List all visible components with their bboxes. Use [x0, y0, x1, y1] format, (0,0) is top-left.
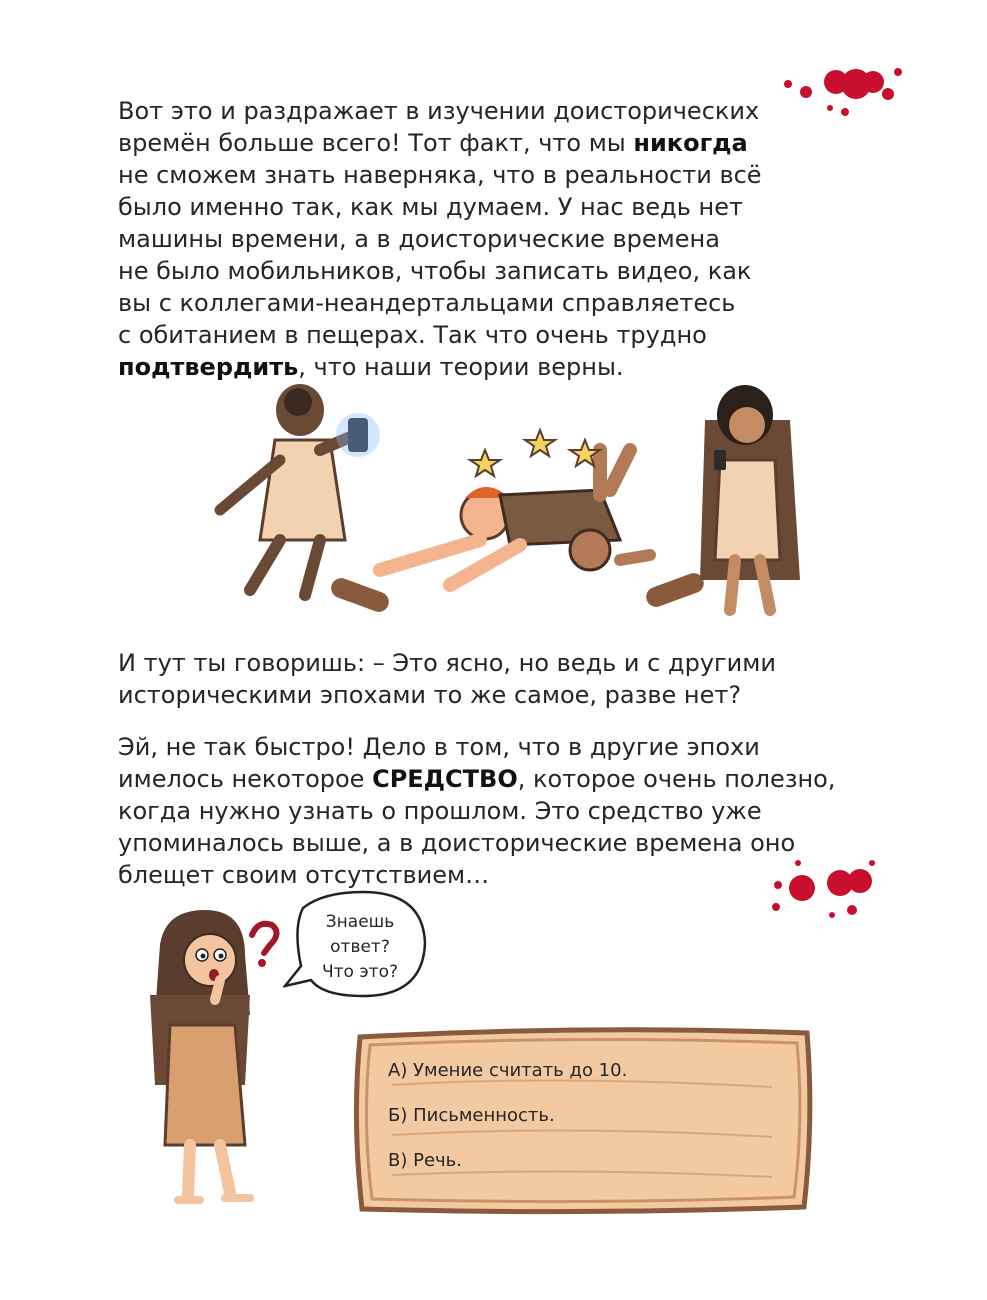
paragraph-text: , которое очень полезно,: [517, 765, 836, 793]
paragraph-line: историческими эпохами то же самое, разве нет?: [118, 681, 742, 709]
bubble-line: ответ?: [330, 937, 390, 957]
answer-options: [388, 1060, 788, 1195]
paragraph-line: [118, 127, 798, 159]
paragraph-line: блещет своим отсутствием…: [118, 861, 490, 889]
paragraph-line: машины времени, а в доисторические времена: [118, 225, 720, 253]
emphasis-word: СРЕДСТВО: [372, 765, 518, 793]
question-paragraph: [118, 647, 838, 711]
paragraph-line: когда нужно узнать о прошлом. Это средство уже: [118, 797, 762, 825]
laughing-woman-figure: [700, 385, 800, 610]
dizzy-stars-icon: [470, 430, 600, 476]
thinking-girl-illustration: [140, 905, 300, 1215]
emphasis-word: подтвердить: [118, 353, 299, 381]
paragraph-text: времён больше всего! Тот факт, что мы: [118, 129, 634, 157]
cavemen-scene-illustration: [180, 380, 830, 625]
paragraph-text: , что наши теории верны.: [298, 353, 624, 381]
paragraph-line: не сможем знать наверняка, что в реальности всё: [118, 161, 762, 189]
answer-paragraph: [118, 731, 838, 891]
paragraph-line: упоминалось выше, а в доисторические времена оно: [118, 829, 796, 857]
bubble-line: Что это?: [321, 962, 399, 982]
paragraph-line: [118, 763, 838, 795]
logs-icon: [328, 570, 706, 614]
filming-caveman-figure: [220, 384, 380, 595]
paragraph-line: Вот это и раздражает в изучении доисторических: [118, 97, 760, 125]
paragraph-line: Эй, не так быстро! Дело в том, что в другие эпохи: [118, 733, 760, 761]
fallen-cavemen-figures: [380, 450, 650, 585]
speech-bubble-text: [300, 910, 420, 985]
emphasis-word: никогда: [633, 129, 748, 157]
paragraph-line: [118, 351, 798, 383]
option-a[interactable]: А) Умение считать до 10.: [388, 1060, 628, 1081]
red-blot-top-icon: [778, 62, 918, 122]
question-mark-icon: [252, 924, 277, 953]
option-b[interactable]: Б) Письменность.: [388, 1105, 555, 1126]
option-c[interactable]: В) Речь.: [388, 1150, 462, 1171]
paragraph-line: с обитанием в пещерах. Так что очень трудно: [118, 321, 707, 349]
paragraph-line: не было мобильников, чтобы записать видео, как: [118, 257, 752, 285]
paragraph-line: было именно так, как мы думаем. У нас ведь нет: [118, 193, 743, 221]
paragraph-text: имелось некоторое: [118, 765, 373, 793]
paragraph-line: И тут ты говоришь: – Это ясно, но ведь и с другими: [118, 649, 776, 677]
intro-paragraph: [118, 95, 798, 383]
paragraph-line: вы с коллегами-неандертальцами справляетесь: [118, 289, 736, 317]
bubble-line: Знаешь: [325, 912, 395, 932]
